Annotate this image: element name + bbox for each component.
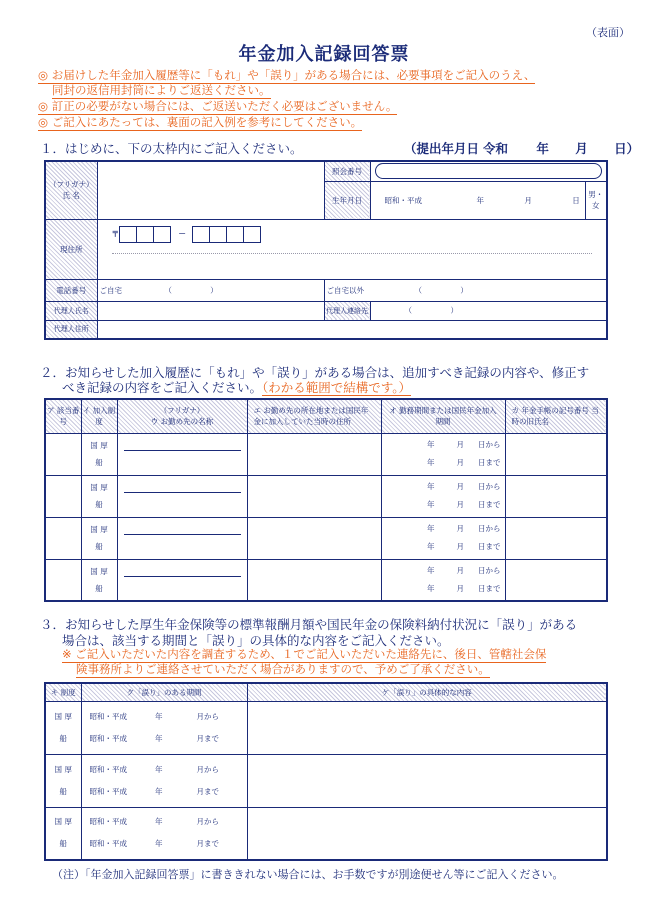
item-no-field[interactable] <box>45 517 81 559</box>
birth-field[interactable]: 昭和・平成 年 月 日 <box>370 181 585 219</box>
error-row <box>45 807 607 860</box>
address-field[interactable] <box>97 219 607 279</box>
col-ki-header: キ 制度 <box>45 683 81 701</box>
applicant-table <box>44 160 608 340</box>
item-no-field[interactable] <box>45 433 81 475</box>
section2-heading-2: べき記録の内容をご記入ください。（わかる範囲で結構です。） <box>62 380 412 395</box>
phone-label: 電話番号 <box>45 279 97 301</box>
history-row <box>45 433 607 475</box>
employer-field[interactable] <box>117 475 247 517</box>
employer-address-field[interactable] <box>247 433 381 475</box>
pension-type-field[interactable]: 国 厚 船 <box>81 517 117 559</box>
section3-heading-2: 場合は、該当する期間と「誤り」の具体的な内容をご記入ください。 <box>62 633 450 648</box>
error-period-field[interactable]: 昭和・平成 年 月から 昭和・平成 年 月まで <box>81 807 247 860</box>
pension-type-field[interactable]: 国 厚 船 <box>81 559 117 601</box>
col-a-header: ア 該当番号 <box>45 399 81 433</box>
system-field[interactable]: 国 厚 船 <box>45 754 81 807</box>
error-period-field[interactable]: 昭和・平成 年 月から 昭和・平成 年 月まで <box>81 754 247 807</box>
error-detail-field[interactable] <box>247 807 607 860</box>
col-e-header: オ 勤務期間または国民年金加入期間 <box>381 399 505 433</box>
history-row <box>45 517 607 559</box>
submission-date: （提出年月日 令和 年 月 日） <box>404 141 640 156</box>
page-side-label: （表面） <box>586 26 630 39</box>
error-row <box>45 754 607 807</box>
period-field[interactable]: 年 月 日から 年 月 日まで <box>381 475 505 517</box>
pension-book-field[interactable] <box>505 433 607 475</box>
footer-note: （注）「年金加入記録回答票」に書ききれない場合には、お手数ですが別途便せん等にご記入ください。 <box>52 868 564 881</box>
item-no-field[interactable] <box>45 475 81 517</box>
section3-heading-1: ３．お知らせした厚生年金保険等の標準報酬月額や国民年金の保険料納付状況に「誤り」がある <box>40 617 578 632</box>
col-f-header: カ 年金手帳の記号番号 当時の旧氏名 <box>505 399 607 433</box>
section3-warning-2: 険事務所よりご連絡させていただく場合がありますので、予めご了承ください。 <box>76 662 490 676</box>
col-b-header: イ 加入制度 <box>81 399 117 433</box>
col-ku-header: ク「誤り」のある期間 <box>81 683 247 701</box>
section1-heading: １．はじめに、下の太枠内にご記入ください。 <box>40 141 303 156</box>
item-no-field[interactable] <box>45 559 81 601</box>
sex-field[interactable]: 男・女 <box>585 181 607 219</box>
agent-contact-field[interactable]: （ ） <box>370 301 607 320</box>
note-1-cont: 同封の返信用封筒によりご返送ください。 <box>52 83 271 97</box>
phone-other-field[interactable]: ご自宅以外 （ ） <box>324 279 607 301</box>
note-1: ◎ お届けした年金加入履歴等に「もれ」や「誤り」がある場合には、必要事項をご記入のうえ、 <box>38 68 536 82</box>
birth-label: 生年月日 <box>324 181 370 219</box>
history-row <box>45 559 607 601</box>
pension-book-field[interactable] <box>505 517 607 559</box>
page-title: 年金加入記録回答票 <box>238 44 410 65</box>
period-field[interactable]: 年 月 日から 年 月 日まで <box>381 559 505 601</box>
address-label: 現住所 <box>45 219 97 279</box>
error-detail-field[interactable] <box>247 754 607 807</box>
name-field[interactable] <box>97 161 324 219</box>
system-field[interactable]: 国 厚 船 <box>45 807 81 860</box>
note-2: ◎ 訂正の必要がない場合には、ご返送いただく必要はございません。 <box>38 99 398 113</box>
history-row <box>45 475 607 517</box>
postal-code-boxes[interactable]: 〒 － <box>112 226 593 243</box>
agent-address-field[interactable] <box>97 320 607 339</box>
employer-field[interactable] <box>117 559 247 601</box>
history-table <box>44 398 608 602</box>
employer-address-field[interactable] <box>247 559 381 601</box>
employer-address-field[interactable] <box>247 517 381 559</box>
period-field[interactable]: 年 月 日から 年 月 日まで <box>381 433 505 475</box>
agent-name-field[interactable] <box>97 301 324 320</box>
agent-name-label: 代理人氏名 <box>45 301 97 320</box>
section2-heading-1: ２．お知らせした加入履歴に「もれ」や「誤り」がある場合は、追加すべき記録の内容や、修正す <box>40 365 590 380</box>
basic-no-label: 照会番号 <box>324 161 370 181</box>
pension-book-field[interactable] <box>505 559 607 601</box>
note-3: ◎ ご記入にあたっては、裏面の記入例を参考にしてください。 <box>38 115 363 129</box>
name-label-cell: （フリガナ） 氏 名 <box>45 161 97 219</box>
section3-warning-1: ※ ご記入いただいた内容を調査するため、１でご記入いただいた連絡先に、後日、管轄社会保 <box>62 647 547 661</box>
pension-type-field[interactable]: 国 厚 船 <box>81 433 117 475</box>
employer-field[interactable] <box>117 433 247 475</box>
agent-contact-label: 代理人連絡先 <box>324 301 370 320</box>
employer-field[interactable] <box>117 517 247 559</box>
system-field[interactable]: 国 厚 船 <box>45 701 81 754</box>
col-c-header: （フリガナ） ウ お勤め先の名称 <box>117 399 247 433</box>
pension-book-field[interactable] <box>505 475 607 517</box>
col-ke-header: ケ「誤り」の具体的な内容 <box>247 683 607 701</box>
error-row <box>45 701 607 754</box>
pension-type-field[interactable]: 国 厚 船 <box>81 475 117 517</box>
error-period-field[interactable]: 昭和・平成 年 月から 昭和・平成 年 月まで <box>81 701 247 754</box>
error-table <box>44 682 608 861</box>
employer-address-field[interactable] <box>247 475 381 517</box>
agent-address-label: 代理人住所 <box>45 320 97 339</box>
error-detail-field[interactable] <box>247 701 607 754</box>
phone-home-field[interactable]: ご自宅 （ ） <box>97 279 324 301</box>
period-field[interactable]: 年 月 日から 年 月 日まで <box>381 517 505 559</box>
basic-no-field[interactable] <box>370 161 607 181</box>
col-d-header: エ お勤め先の所在地または国民年金に加入していた当時の住所 <box>247 399 381 433</box>
